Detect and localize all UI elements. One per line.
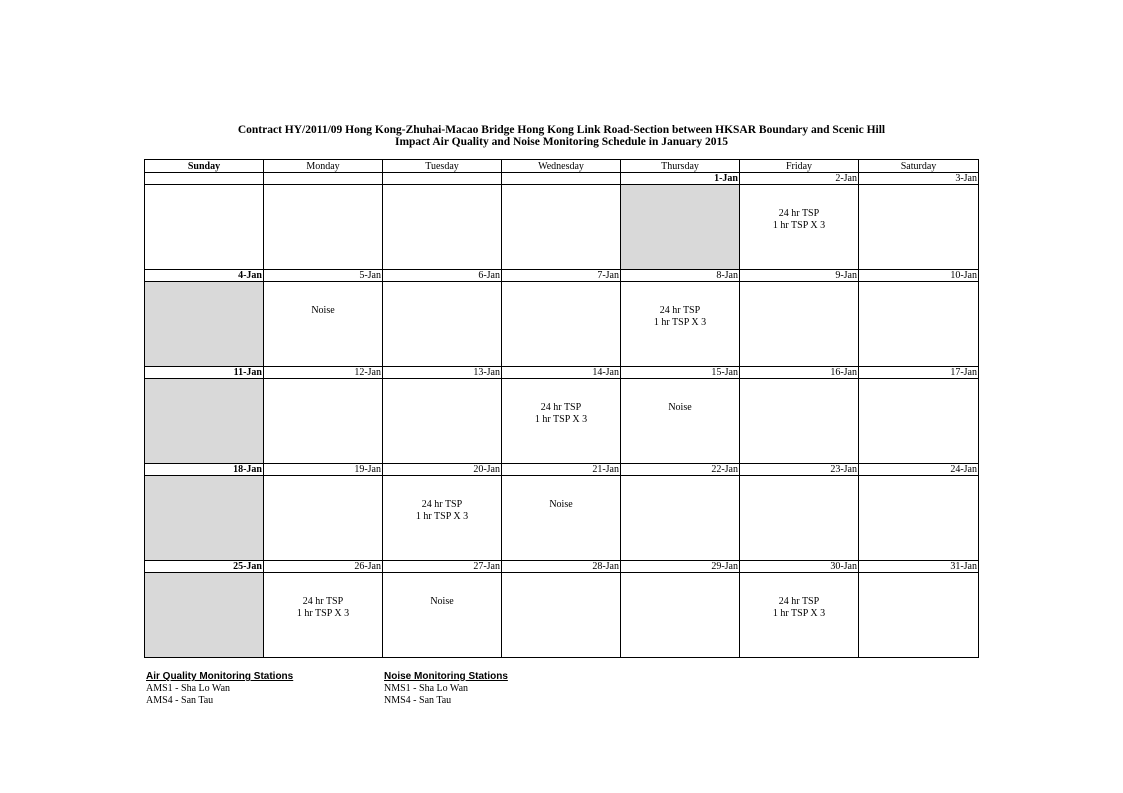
monitoring-event <box>502 379 620 426</box>
noise-legend <box>384 671 508 707</box>
event-text: 1 hr TSP X 3 <box>772 220 826 231</box>
monitoring-event <box>621 282 739 329</box>
date-label: 15-Jan <box>621 367 740 379</box>
day-cell <box>383 185 502 270</box>
day-cell <box>859 185 979 270</box>
monitoring-event <box>383 573 501 608</box>
date-label: 20-Jan <box>383 464 502 476</box>
day-cell <box>502 476 621 561</box>
date-label: 5-Jan <box>264 270 383 282</box>
event-text: Noise <box>549 499 573 510</box>
event-text: 24 hr TSP <box>659 305 701 316</box>
weekday-header: Friday <box>740 160 859 173</box>
date-label <box>383 173 502 185</box>
event-text: Noise <box>430 596 454 607</box>
event-text: 24 hr TSP <box>421 499 463 510</box>
date-label: 13-Jan <box>383 367 502 379</box>
day-cell <box>502 185 621 270</box>
day-cell <box>145 573 264 658</box>
weekday-header: Wednesday <box>502 160 621 173</box>
day-cell <box>859 573 979 658</box>
weekday-header-row <box>145 160 979 173</box>
day-cell <box>859 476 979 561</box>
air-quality-legend <box>146 671 293 707</box>
day-cell-row <box>145 379 979 464</box>
day-cell <box>621 282 740 367</box>
day-cell <box>740 282 859 367</box>
air-quality-legend-heading: Air Quality Monitoring Stations <box>146 671 294 682</box>
date-label: 26-Jan <box>264 561 383 573</box>
date-label: 12-Jan <box>264 367 383 379</box>
day-cell <box>264 573 383 658</box>
event-text: 1 hr TSP X 3 <box>653 317 707 328</box>
date-label: 19-Jan <box>264 464 383 476</box>
noise-legend-heading: Noise Monitoring Stations <box>384 671 508 682</box>
date-label: 1-Jan <box>621 173 740 185</box>
air-station-item: AMS4 - San Tau <box>146 695 214 706</box>
day-cell <box>740 476 859 561</box>
monitoring-event <box>740 573 858 620</box>
date-row <box>145 270 979 282</box>
day-cell <box>264 282 383 367</box>
date-label: 10-Jan <box>859 270 979 282</box>
event-text: 24 hr TSP <box>540 402 582 413</box>
weekday-header: Monday <box>264 160 383 173</box>
day-cell <box>621 379 740 464</box>
document-subtitle: Impact Air Quality and Noise Monitoring Schedule in January 2015 <box>394 136 728 148</box>
day-cell-row <box>145 185 979 270</box>
date-row <box>145 561 979 573</box>
date-label <box>502 173 621 185</box>
day-cell <box>145 185 264 270</box>
day-cell <box>740 379 859 464</box>
date-label <box>145 173 264 185</box>
date-row <box>145 173 979 185</box>
monitoring-event <box>621 379 739 414</box>
event-text: Noise <box>311 305 335 316</box>
date-label: 14-Jan <box>502 367 621 379</box>
day-cell <box>740 573 859 658</box>
date-label: 31-Jan <box>859 561 979 573</box>
event-text: 24 hr TSP <box>778 596 820 607</box>
day-cell <box>502 379 621 464</box>
date-label <box>264 173 383 185</box>
day-cell <box>145 476 264 561</box>
date-label: 28-Jan <box>502 561 621 573</box>
monitoring-event <box>264 282 382 317</box>
date-label: 16-Jan <box>740 367 859 379</box>
date-label: 11-Jan <box>145 367 264 379</box>
document-title: Contract HY/2011/09 Hong Kong-Zhuhai-Macao Bridge Hong Kong Link Road-Section between HKSAR Boundary and Scenic Hill <box>237 124 886 136</box>
air-station-item: AMS1 - Sha Lo Wan <box>146 683 231 694</box>
event-text: 1 hr TSP X 3 <box>772 608 826 619</box>
day-cell <box>264 379 383 464</box>
day-cell <box>621 185 740 270</box>
calendar-table <box>144 159 979 658</box>
calendar-body <box>145 173 979 658</box>
date-label: 8-Jan <box>621 270 740 282</box>
date-label: 23-Jan <box>740 464 859 476</box>
date-row <box>145 367 979 379</box>
weekday-header: Saturday <box>859 160 979 173</box>
day-cell-row <box>145 282 979 367</box>
date-label: 2-Jan <box>740 173 859 185</box>
day-cell <box>740 185 859 270</box>
monitoring-event <box>502 476 620 511</box>
date-label: 27-Jan <box>383 561 502 573</box>
date-label: 17-Jan <box>859 367 979 379</box>
event-text: 1 hr TSP X 3 <box>534 414 588 425</box>
day-cell <box>621 476 740 561</box>
day-cell <box>859 379 979 464</box>
date-label: 3-Jan <box>859 173 979 185</box>
weekday-header: Sunday <box>145 160 264 173</box>
monitoring-event <box>383 476 501 523</box>
day-cell <box>383 476 502 561</box>
noise-station-item: NMS1 - Sha Lo Wan <box>384 683 469 694</box>
day-cell <box>264 185 383 270</box>
date-label: 25-Jan <box>145 561 264 573</box>
day-cell <box>264 476 383 561</box>
date-label: 24-Jan <box>859 464 979 476</box>
day-cell-row <box>145 476 979 561</box>
day-cell <box>621 573 740 658</box>
date-label: 9-Jan <box>740 270 859 282</box>
day-cell <box>383 573 502 658</box>
day-cell <box>859 282 979 367</box>
event-text: 24 hr TSP <box>778 208 820 219</box>
date-label: 7-Jan <box>502 270 621 282</box>
date-label: 30-Jan <box>740 561 859 573</box>
date-label: 22-Jan <box>621 464 740 476</box>
date-label: 4-Jan <box>145 270 264 282</box>
date-label: 29-Jan <box>621 561 740 573</box>
date-label: 18-Jan <box>145 464 264 476</box>
monitoring-event <box>264 573 382 620</box>
date-label: 6-Jan <box>383 270 502 282</box>
event-text: 24 hr TSP <box>302 596 344 607</box>
day-cell <box>145 282 264 367</box>
noise-station-item: NMS4 - San Tau <box>384 695 452 706</box>
day-cell-row <box>145 573 979 658</box>
day-cell <box>502 573 621 658</box>
monitoring-event <box>740 185 858 232</box>
date-row <box>145 464 979 476</box>
event-text: 1 hr TSP X 3 <box>296 608 350 619</box>
date-label: 21-Jan <box>502 464 621 476</box>
weekday-header: Thursday <box>621 160 740 173</box>
event-text: Noise <box>668 402 692 413</box>
day-cell <box>145 379 264 464</box>
weekday-header: Tuesday <box>383 160 502 173</box>
day-cell <box>502 282 621 367</box>
event-text: 1 hr TSP X 3 <box>415 511 469 522</box>
day-cell <box>383 379 502 464</box>
day-cell <box>383 282 502 367</box>
